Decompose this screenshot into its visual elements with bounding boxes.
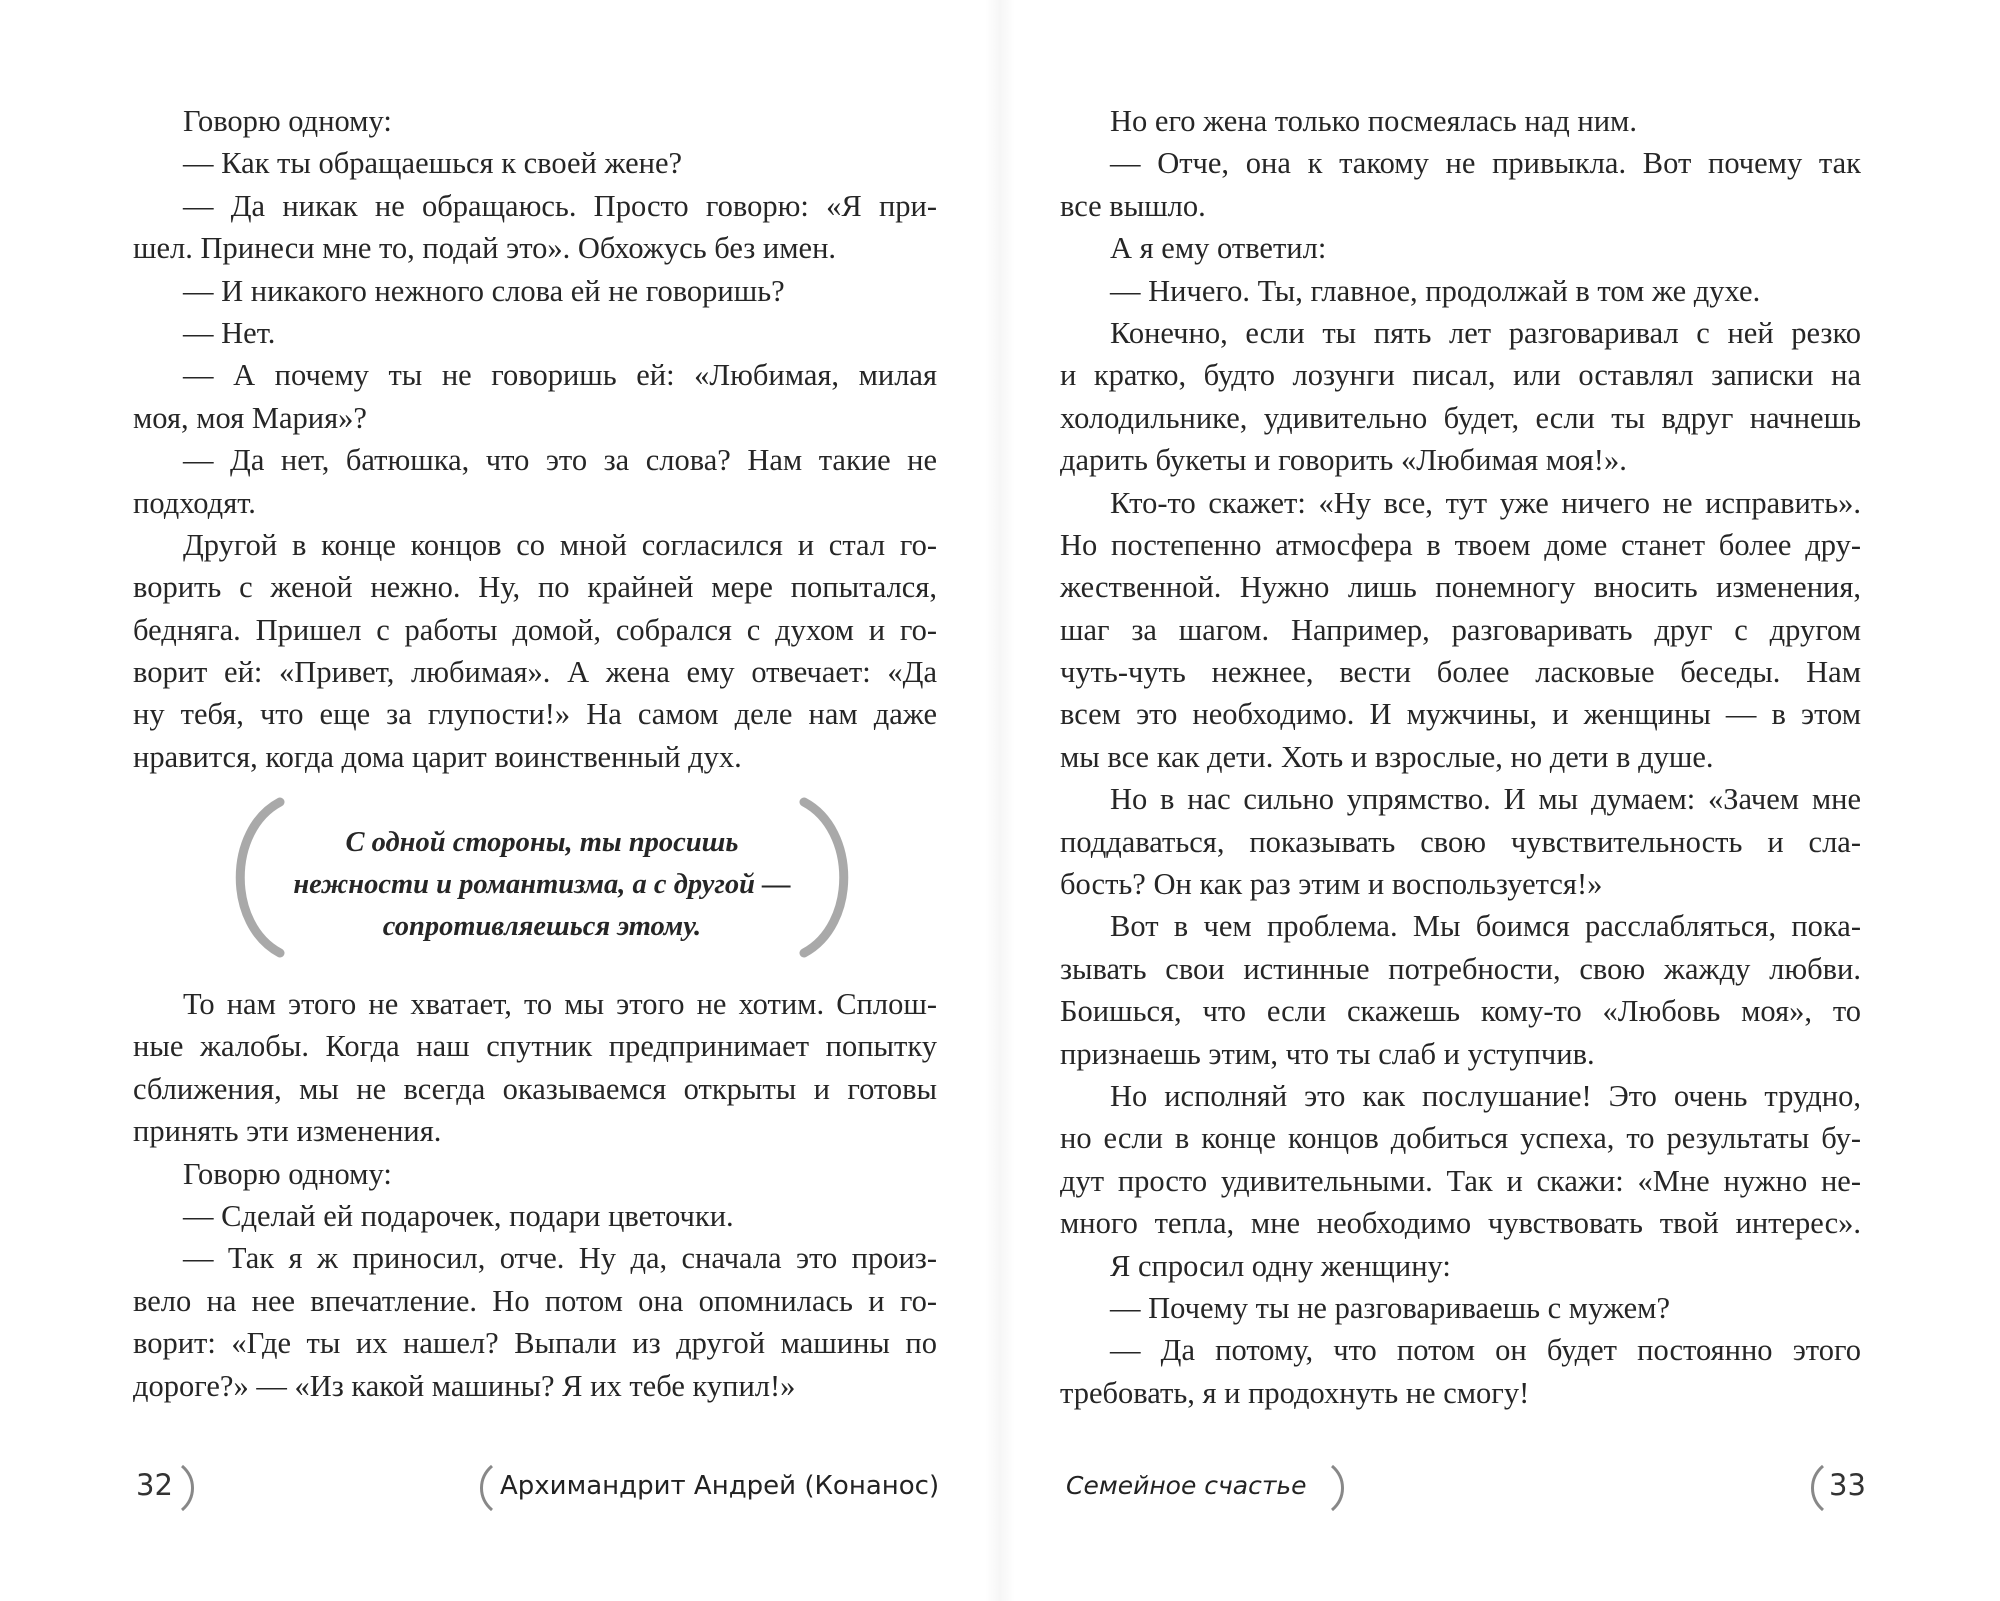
text-line: — А почему ты не говоришь ей: «Любимая, милая [183,358,937,393]
text-line: чуть-чуть нежнее, вести более ласковые беседы. Нам [1060,655,1861,690]
text-line: — Нет. [183,315,276,350]
text-line: Говорю одному: [183,104,392,138]
text-line: жественной. Нужно лишь понемногу вносить изменения, [1060,570,1861,605]
text-line: Но исполняй это как послушание! Это очень трудно, [1110,1078,1861,1113]
pull-quote-line: нежности и романтизма, а с другой — [293,869,791,900]
text-line: ворит ей: «Привет, любимая». А жена ему отвечает: «Да [133,655,937,690]
text-line: все вышло. [1060,188,1206,223]
text-line: подходят. [133,485,256,520]
text-line: признаешь этим, что ты слаб и уступчив. [1060,1036,1595,1071]
right-page-footer [1000,1460,2000,1520]
text-line: Но в нас сильно упрямство. И мы думаем: «Зачем мне [1110,782,1861,817]
left-page-text-bottom [133,983,937,1407]
text-line: мы все как дети. Хоть и взрослые, но дети в душе. [1060,739,1714,774]
text-line: вело на нее впечатление. Но потом она опомнилась и го- [133,1283,937,1318]
text-line: — Да потому, что потом он будет постоянно этого [1110,1333,1861,1368]
text-line: Конечно, если ты пять лет разговаривал с ней резко [1110,315,1861,350]
text-line: А я ему ответил: [1110,231,1327,266]
text-line: Вот в чем проблема. Мы боимся расслабляться, пока- [1110,909,1861,944]
text-line: Другой в конце концов со мной согласился и стал го- [183,527,937,562]
page-number-bracket-icon [1807,1460,1827,1516]
text-line: Кто-то скажет: «Ну все, тут уже ничего не исправить». [1110,485,1861,520]
left-page-footer [0,1460,1000,1520]
pull-quote-line: сопротивляешься этому. [382,911,702,942]
text-line: поддаваться, показывать свою чувствительность и сла- [1060,824,1861,859]
text-line: дарить букеты и говорить «Любимая моя!». [1060,443,1627,478]
left-page-text-top [133,100,937,778]
pull-quote [222,790,862,965]
page-number: 32 [136,1468,173,1502]
text-line: принять эти изменения. [133,1114,442,1149]
text-line: шаг за шагом. Например, разговаривать друг с другом [1060,612,1861,647]
text-line: Боишься, что если скажешь кому-то «Любовь моя», то [1060,994,1861,1029]
right-page-text [1060,100,1861,1414]
running-header-author: Архимандрит Андрей (Конанос) [500,1471,940,1501]
text-line: ные жалобы. Когда наш спутник предпринимает попытку [133,1029,937,1064]
text-line: всем это необходимо. И мужчины, и женщины — в этом [1060,697,1861,732]
text-line: Я спросил одну женщину: [1110,1248,1451,1283]
running-header-title: Семейное счастье [1066,1471,1307,1500]
text-line: много тепла, мне необходимо чувствовать твой интерес». [1060,1206,1861,1241]
pull-quote-text [262,822,822,948]
text-line: Но постепенно атмосфера в твоем доме станет более дру- [1060,527,1861,562]
text-line: — Ничего. Ты, главное, продолжай в том же духе. [1110,273,1761,308]
header-bracket-icon [1328,1460,1348,1516]
page-number-bracket-icon [178,1460,198,1516]
text-line: дут просто удивительными. Так и скажи: «Мне нужно не- [1060,1163,1861,1198]
text-line: моя, моя Мария»? [133,400,367,435]
text-line: — Сделай ей подарочек, подари цветочки. [183,1198,734,1233]
text-line: бость? Он как раз этим и воспользуется!» [1060,867,1603,902]
text-line: шел. Принеси мне то, подай это». Обхожусь без имен. [133,231,837,266]
text-line: — Да никак не обращаюсь. Просто говорю: «Я при- [183,188,937,223]
text-line: Говорю одному: [183,1156,392,1191]
text-line: и кратко, будто лозунги писал, или оставлял записки на [1060,358,1861,393]
text-line: зывать свои истинные потребности, свою жажду любви. [1060,951,1861,986]
text-line: нравится, когда дома царит воинственный дух. [133,739,742,774]
text-line: ну тебя, что еще за глупости!» На самом деле нам даже [133,697,937,732]
header-bracket-icon [476,1460,496,1516]
text-line: требовать, я и продохнуть не смогу! [1060,1375,1530,1410]
text-line: бедняга. Пришел с работы домой, собрался с духом и го- [133,612,937,647]
text-line: Но его жена только посмеялась над ним. [1110,104,1637,138]
text-line: но если в конце концов добиться успеха, то результаты бу- [1060,1121,1861,1156]
text-line: дороге?» — «Из какой машины? Я их тебе купил!» [133,1368,796,1403]
text-line: — Почему ты не разговариваешь с мужем? [1110,1290,1670,1325]
page-number: 33 [1829,1468,1866,1502]
text-line: холодильнике, удивительно будет, если ты вдруг начнешь [1060,400,1861,435]
text-line: — Отче, она к такому не привыкла. Вот почему так [1110,146,1861,181]
text-line: ворит: «Где ты их нашел? Выпали из другой машины по [133,1326,937,1361]
text-line: — Так я ж приносил, отче. Ну да, сначала это произ- [183,1241,937,1276]
text-line: — И никакого нежного слова ей не говоришь? [183,273,785,308]
text-line: — Да нет, батюшка, что это за слова? Нам такие не [183,443,937,478]
text-line: — Как ты обращаешься к своей жене? [183,146,683,181]
text-line: ворить с женой нежно. Ну, по крайней мере попытался, [133,570,937,605]
pull-quote-line: С одной стороны, ты просишь [345,827,739,858]
right-page [1000,0,2000,1601]
text-line: сближения, мы не всегда оказываемся открыты и готовы [133,1071,937,1106]
text-line: То нам этого не хватает, то мы этого не хотим. Сплош- [183,987,937,1021]
